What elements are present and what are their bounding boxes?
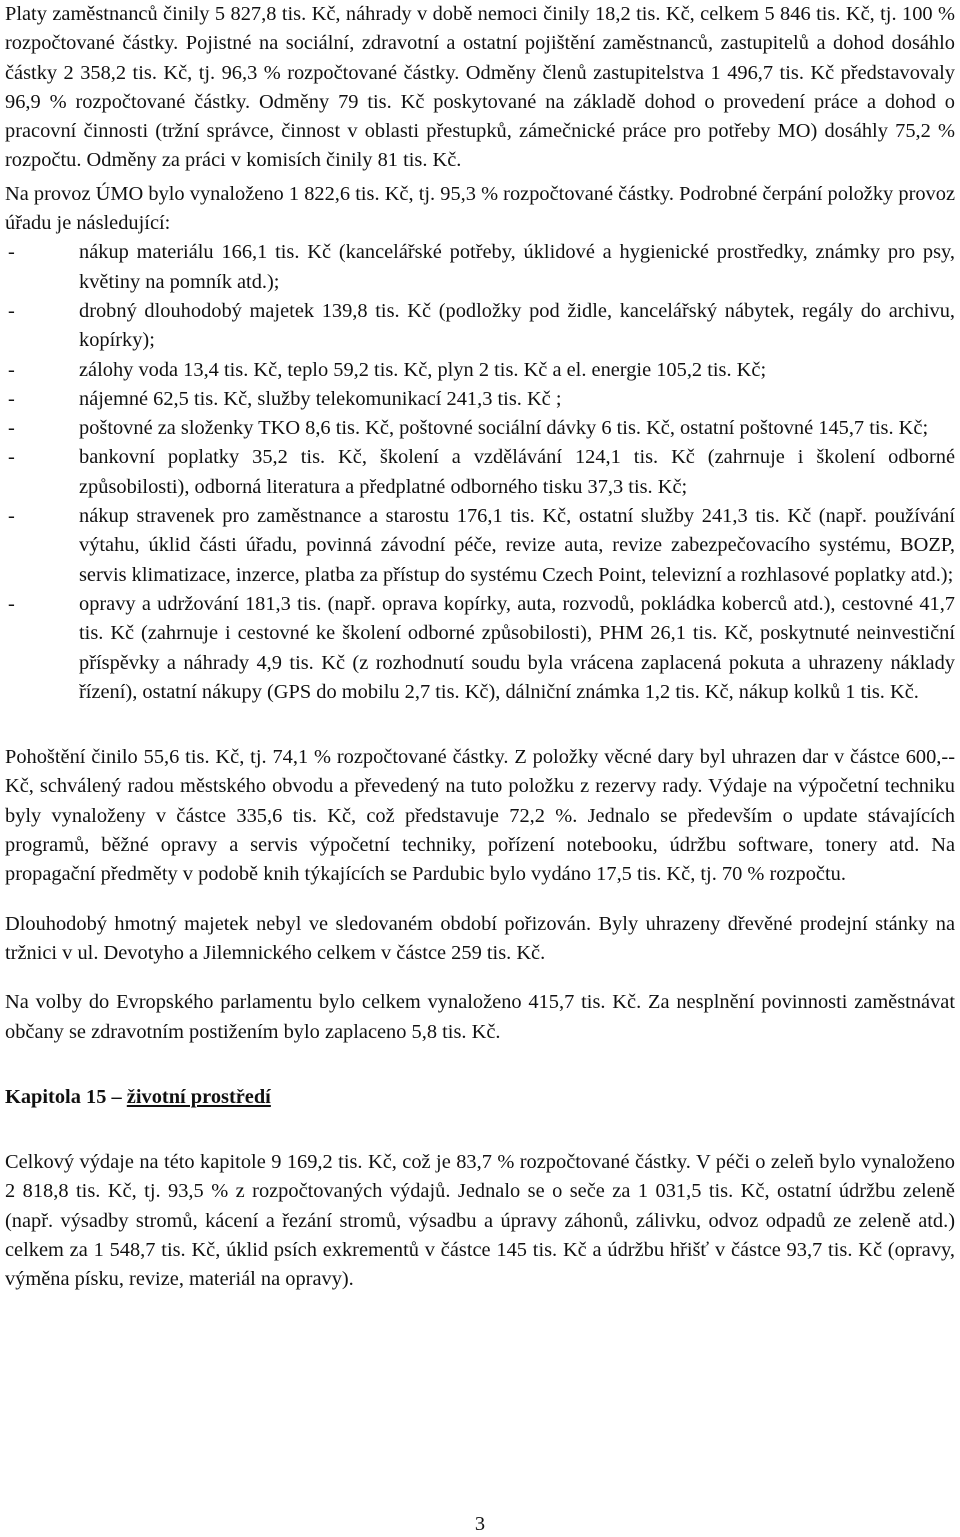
list-item-text: nákup stravenek pro zaměstnance a starostu 176,1 tis. Kč, ostatní služby 241,3 tis. Kč (např. používání výtahu, úklid části úřadu, povinná závodní péče, revize auta, revize zabezpečovacího systému, BOZP, servis klimatizace, inzerce, platba za přístup do systému Czech Point, televizní a rozhlasové poplatky atd.); xyxy=(79,505,955,586)
list-item xyxy=(5,297,955,356)
bullet-dash: - xyxy=(8,358,15,381)
bullet-dash: - xyxy=(8,505,15,528)
list-item xyxy=(5,238,955,297)
paragraph-office-operations: Na provoz ÚMO bylo vynaloženo 1 822,6 tis. Kč, tj. 95,3 % rozpočtované částky. Podrobné čerpání položky provoz úřadu je následující: xyxy=(5,182,955,235)
operations-breakdown-list xyxy=(5,238,955,707)
list-item-text: nákup materiálu 166,1 tis. Kč (kancelářské potřeby, úklidové a hygienické prostředky, známky pro psy, květiny na pomník atd.); xyxy=(79,241,955,293)
list-item xyxy=(5,502,955,590)
bullet-dash: - xyxy=(8,387,15,410)
list-item xyxy=(5,414,955,443)
paragraph-long-term-assets: Dlouhodobý hmotný majetek nebyl ve sledovaném období pořizován. Byly uhrazeny dřevěné prodejní stánky na tržnici v ul. Devotyho a Jilemnického celkem v částce 259 tis. Kč. xyxy=(5,912,955,964)
list-item-text: nájemné 62,5 tis. Kč, služby telekomunikací 241,3 tis. Kč ; xyxy=(79,387,562,410)
paragraph-salaries: Platy zaměstnanců činily 5 827,8 tis. Kč, náhrady v době nemoci činily 18,2 tis. Kč, celkem 5 846 tis. Kč, tj. 100 % rozpočtované částky. Pojistné na sociální, zdravotní a ostatní pojištění zaměstnanců, zastupitelů a dohod dosáhlo částky 2 358,2 tis. Kč, tj. 96,3 % rozpočtované částky. Odměny členů zastupitelstva 1 496,7 tis. Kč představovaly 96,9 % rozpočtované částky. Odměny 79 tis. Kč poskytované na základě dohod o provedení práce a dohod o pracovní činnosti (tržní správce, činnost v oblasti přestupků, zámečnické práce pro potřeby MO) dosáhly 75,2 % rozpočtu. Odměny za práci v komisích činily 81 tis. Kč. xyxy=(5,3,955,172)
bullet-dash: - xyxy=(8,241,15,264)
list-item-text: poštovné za složenky TKO 8,6 tis. Kč, poštovné sociální dávky 6 tis. Kč, ostatní poštovné 145,7 tis. Kč; xyxy=(79,417,929,440)
list-item-text: drobný dlouhodobý majetek 139,8 tis. Kč (podložky pod židle, kancelářský nábytek, regály do archivu, kopírky); xyxy=(79,299,955,352)
list-item-text: opravy a udržování 181,3 tis. (např. oprava kopírky, auta, rozvodů, pokládka koberců atd.), cestovné 41,7 tis. Kč (zahrnuje i cestovné ke školení odborné způsobilosti), PHM 26,1 tis. Kč, poskytnuté neinvestiční příspěvky a náhrady 4,9 tis. Kč (z rozhodnutí soudu byla vrácena zaplacená pokuta a uhrazeny náklady řízení), ostatní nákupy (GPS do mobilu 2,7 tis. Kč), dálniční známka 1,2 tis. Kč, nákup kolků 1 tis. Kč. xyxy=(79,592,955,703)
list-item xyxy=(5,356,955,385)
list-item xyxy=(5,590,955,707)
list-item-text: bankovní poplatky 35,2 tis. Kč, školení a vzdělávání 124,1 tis. Kč (zahrnuje i školení odborné způsobilosti), odborná literatura a předplatné odborného tisku 37,3 tis. Kč; xyxy=(79,446,955,498)
bullet-dash: - xyxy=(8,299,15,322)
chapter-heading xyxy=(5,1083,955,1112)
paragraph-elections: Na volby do Evropského parlamentu bylo celkem vynaloženo 415,7 tis. Kč. Za nesplnění povinnosti zaměstnávat občany se zdravotním postižením bylo zaplaceno 5,8 tis. Kč. xyxy=(5,991,955,1043)
list-item xyxy=(5,443,955,502)
bullet-dash: - xyxy=(8,446,15,469)
list-item xyxy=(5,385,955,414)
document-page xyxy=(5,0,955,1295)
paragraph-environment: Celkový výdaje na této kapitole 9 169,2 tis. Kč, což je 83,7 % rozpočtované částky. V péči o zeleň bylo vynaloženo 2 818,8 tis. Kč, tj. 93,5 % z rozpočtovaných výdajů. Jednalo se o seče za 1 031,5 tis. Kč, ostatní údržbu zeleně (např. výsadby stromů, kácení a řezání stromů, výsadbu a úpravy záhonů, zálivku, odvoz odpadů ze zeleně atd.) celkem za 1 548,7 tis. Kč, úklid psích exkrementů v částce 145 tis. Kč a údržbu hřišť v částce 93,7 tis. Kč (opravy, výměna písku, revize, materiál na opravy). xyxy=(5,1151,955,1291)
bullet-dash: - xyxy=(8,592,15,615)
bullet-dash: - xyxy=(8,417,15,440)
chapter-heading-title: životní prostředí xyxy=(126,1085,271,1108)
paragraph-hospitality-it: Pohoštění činilo 55,6 tis. Kč, tj. 74,1 % rozpočtované částky. Z položky věcné dary byl uhrazen dar v částce 600,-- Kč, schválený radou městského obvodu a převedený na tuto položku z rezervy rady. Výdaje na výpočetní techniku byly vynaloženy v částce 335,6 tis. Kč, což představuje 72,2 %. Jednalo se především o update stávajících programů, běžné opravy a servis výpočetní techniky, pořízení notebooku, údržbu software, tonery atd. Na propagační předměty v podobě knih týkajících se Pardubic bylo vydáno 17,5 tis. Kč, tj. 70 % rozpočtu. xyxy=(5,746,955,886)
list-item-text: zálohy voda 13,4 tis. Kč, teplo 59,2 tis. Kč, plyn 2 tis. Kč a el. energie 105,2 tis. Kč; xyxy=(79,358,767,381)
page-number: 3 xyxy=(474,1513,486,1535)
chapter-heading-prefix: Kapitola 15 – xyxy=(5,1085,127,1108)
